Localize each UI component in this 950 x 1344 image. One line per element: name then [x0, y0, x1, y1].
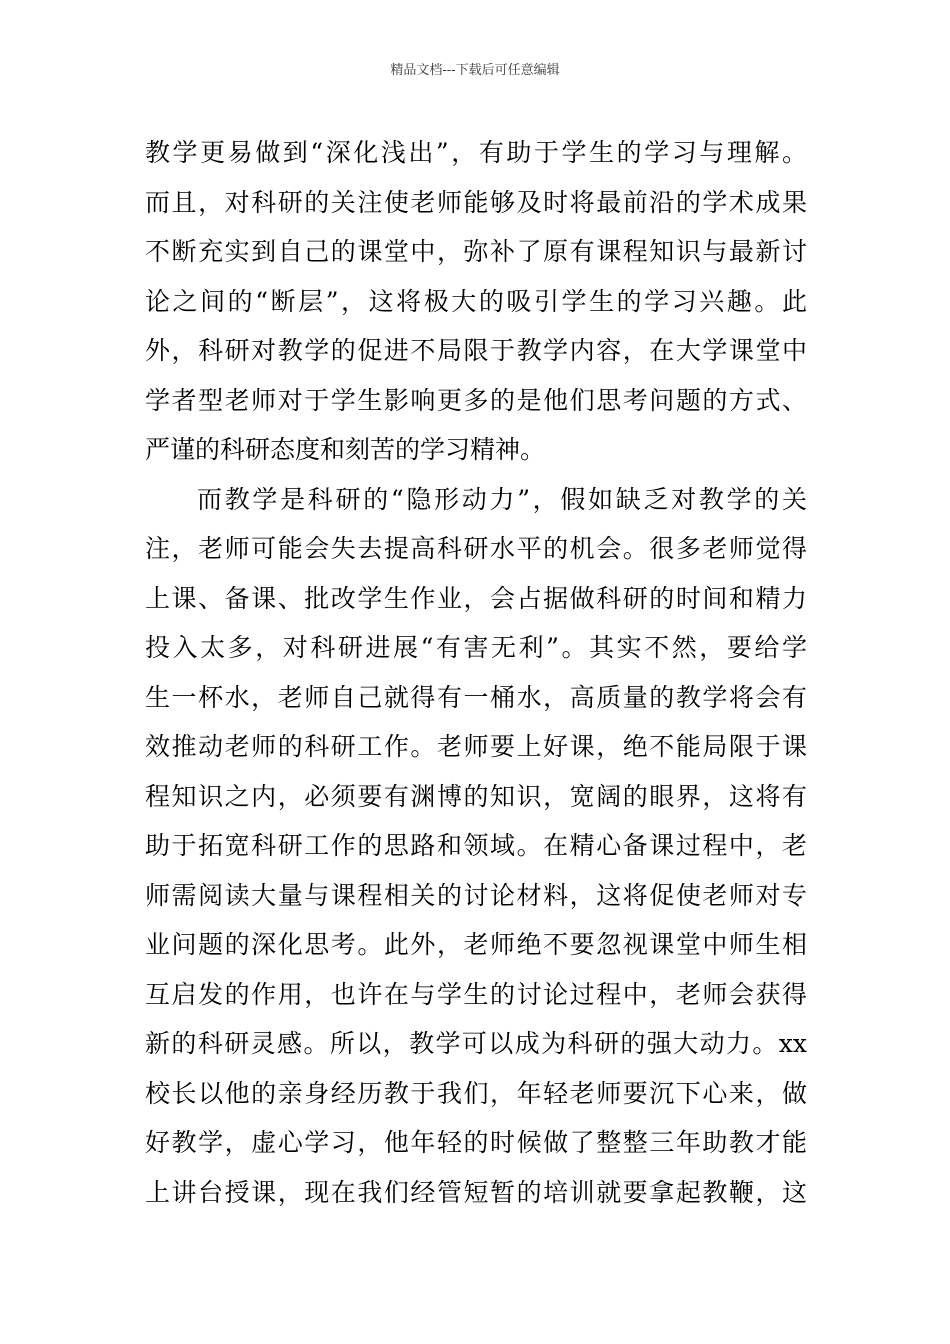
- text-line: 投入太多，对科研进展“有害无利”。其实不然，要给学: [145, 633, 807, 662]
- text-line: 互启发的作用，也许在与学生的讨论过程中，老师会获得: [145, 979, 807, 1009]
- text-line: 新的科研灵感。所以，教学可以成为科研的强大动力。xx: [145, 1029, 807, 1058]
- text-line: 注，老师可能会失去提高科研水平的机会。很多老师觉得: [145, 534, 807, 563]
- text-line: 师需阅读大量与课程相关的讨论材料，这将促使老师对专: [145, 880, 807, 910]
- text-line: 论之间的“断层”，这将极大的吸引学生的学习兴趣。此: [145, 286, 807, 316]
- text-line: 上讲台授课，现在我们经管短暂的培训就要拿起教鞭，这: [145, 1177, 807, 1207]
- text-line: 不断充实到自己的课堂中，弥补了原有课程知识与最新讨: [145, 237, 807, 266]
- paragraph-end-line: 严谨的科研态度和刻苦的学习精神。: [145, 435, 546, 464]
- text-line: 生一杯水，老师自己就得有一桶水，高质量的教学将会有: [145, 682, 807, 712]
- text-line: 效推动老师的科研工作。老师要上好课，绝不能局限于课: [145, 732, 807, 761]
- text-line: 外，科研对教学的促进不局限于教学内容，在大学课堂中: [145, 336, 807, 365]
- text-line: 助于拓宽科研工作的思路和领域。在精心备课过程中，老: [145, 831, 807, 860]
- paragraph-start-line: 而教学是科研的“隐形动力”，假如缺乏对教学的关: [197, 484, 807, 514]
- text-line: 学者型老师对于学生影响更多的是他们思考问题的方式、: [145, 385, 807, 415]
- text-line: 教学更易做到“深化浅出”，有助于学生的学习与理解。: [145, 138, 807, 167]
- text-line: 好教学，虚心学习，他年轻的时候做了整整三年助教才能: [145, 1128, 807, 1157]
- text-line: 程知识之内，必须要有渊博的知识，宽阔的眼界，这将有: [145, 781, 807, 811]
- text-line: 业问题的深化思考。此外，老师绝不要忽视课堂中师生相: [145, 930, 807, 959]
- text-line: 校长以他的亲身经历教于我们，年轻老师要沉下心来，做: [145, 1078, 807, 1108]
- text-line: 而且，对科研的关注使老师能够及时将最前沿的学术成果: [145, 187, 807, 217]
- page-header: 精品文档---下载后可任意编辑: [390, 63, 560, 78]
- document-body: [145, 128, 807, 1217]
- text-line: 上课、备课、批改学生作业，会占据做科研的时间和精力: [145, 583, 807, 613]
